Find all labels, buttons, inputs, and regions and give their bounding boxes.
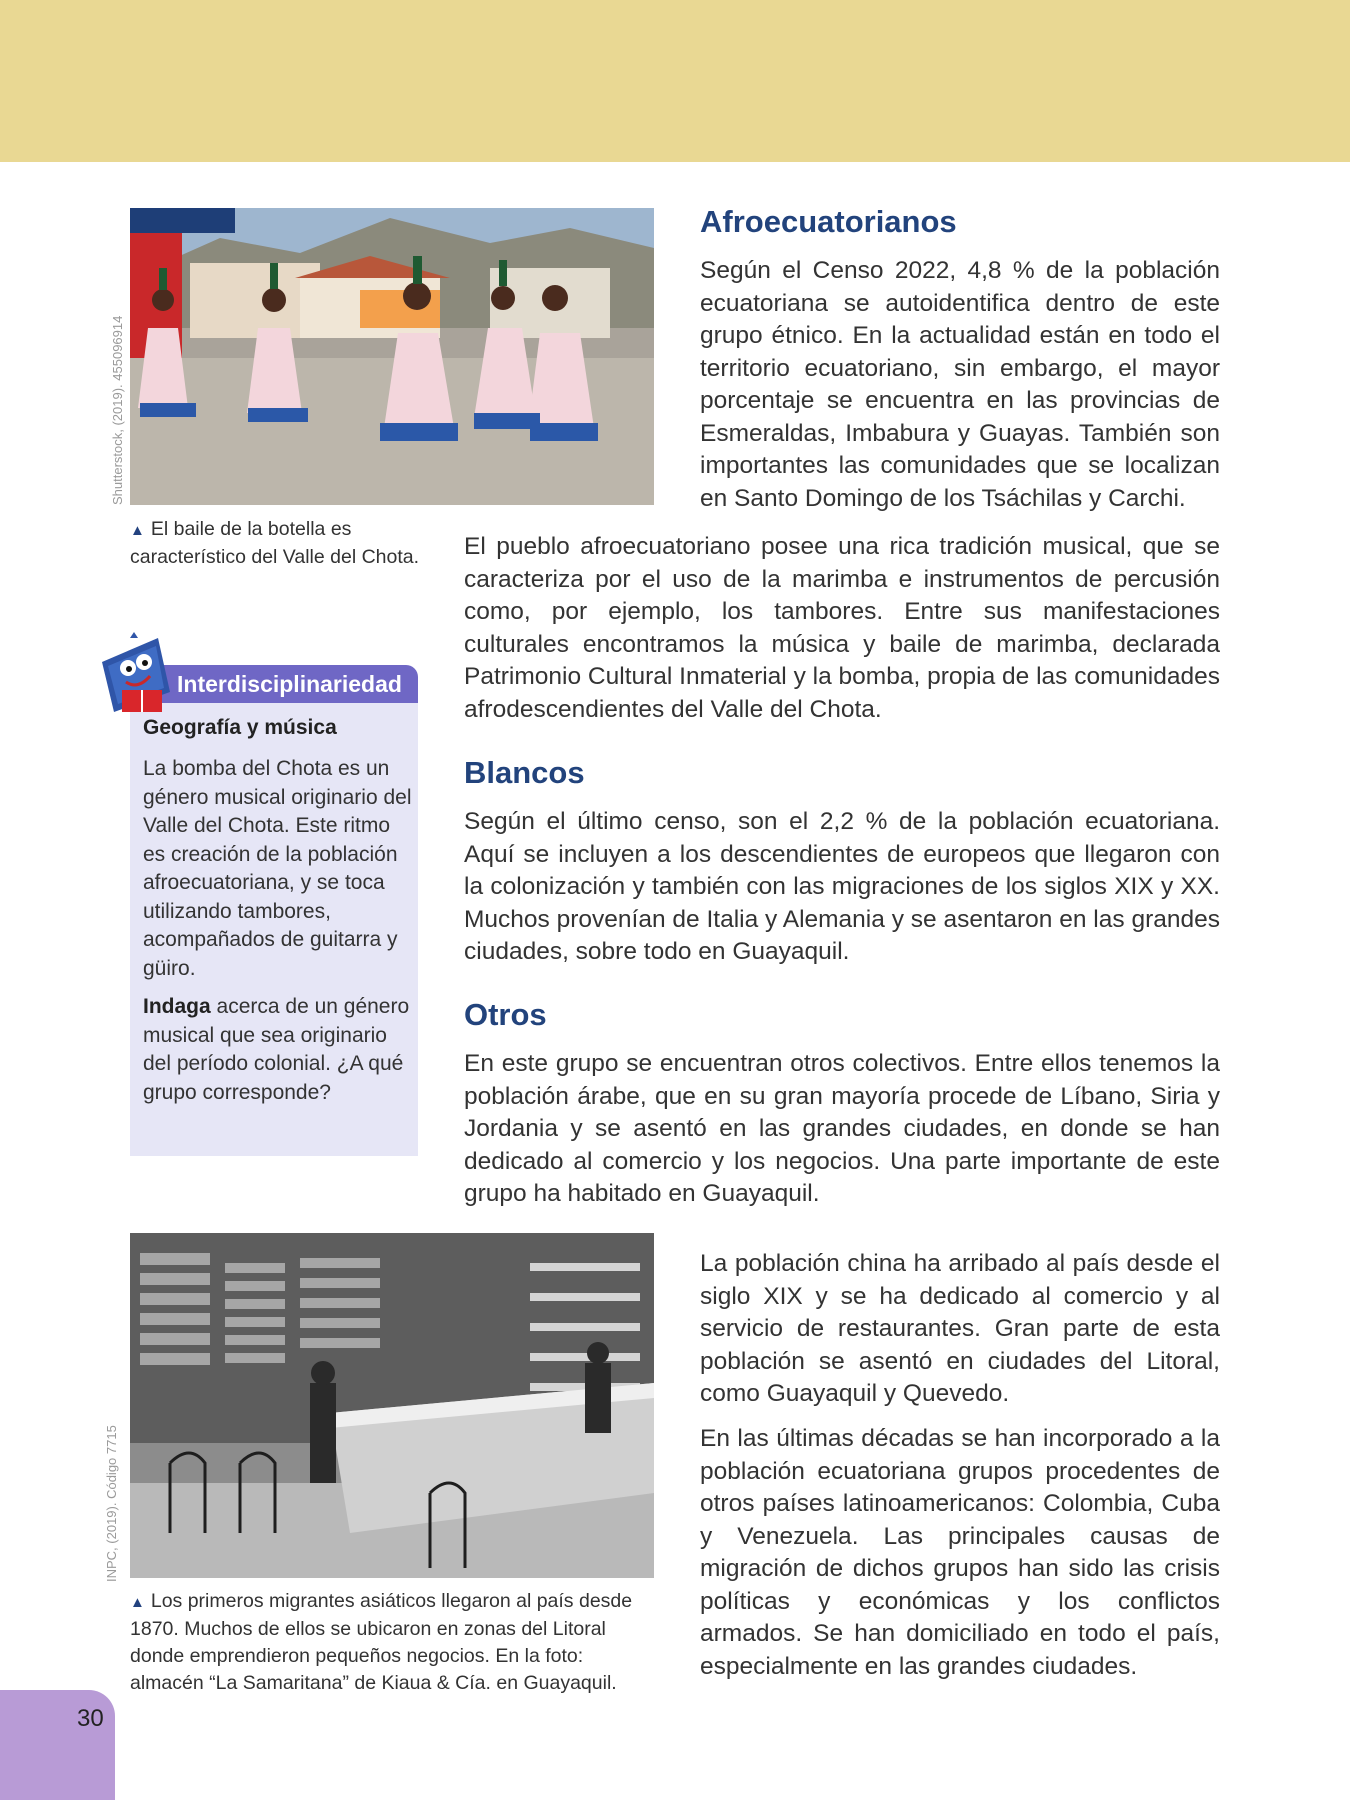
page-number: 30 bbox=[77, 1705, 104, 1732]
task-text: acerca de un género musical que sea originario del período colonial. ¿A qué grupo corresponde? bbox=[143, 995, 410, 1104]
interdisciplinary-subtitle: Geografía y música bbox=[143, 716, 337, 739]
paragraph-otros-2: La población china ha arribado al país desde el siglo XIX y se ha dedicado al comercio y al servicio de restaurantes. Gran parte de esta población se asentó en ciudades del Litoral, como Guayaquil y Quevedo. bbox=[700, 1250, 1220, 1407]
heading-otros: Otros bbox=[464, 997, 547, 1032]
paragraph-afro-1: Según el Censo 2022, 4,8 % de la población ecuatoriana se autoidentifica dentro de este grupo étnico. En la actualidad están en todo el territorio ecuatoriano, sin embargo, el mayor porcentaje se encuentra en las provincias de Esmeraldas, Imbabura y Guayas. También son importantes las comunidades que se localizan en Santo Domingo de los Tsáchilas y Carchi. bbox=[700, 257, 1220, 512]
top-color-band bbox=[0, 0, 1350, 162]
dance-photo bbox=[130, 208, 654, 505]
interdisciplinary-title: Interdisciplinariedad bbox=[177, 671, 402, 697]
photo-caption-bottom bbox=[130, 1588, 660, 1697]
triangle-bullet-icon: ▲ bbox=[130, 1594, 145, 1611]
book-mascot-icon bbox=[100, 632, 178, 721]
photo-credit-top: Shutterstock, (2019). 455096914 bbox=[110, 315, 125, 505]
heading-blancos: Blancos bbox=[464, 755, 585, 790]
task-verb: Indaga bbox=[143, 995, 211, 1018]
photo-credit-bottom: INPC, (2019). Código 7715 bbox=[104, 1425, 119, 1582]
triangle-bullet-icon: ▲ bbox=[130, 522, 145, 539]
paragraph-afro-2: El pueblo afroecuatoriano posee una rica tradición musical, que se caracteriza por el uso de la marimba e instrumentos de percusión como, por ejemplo, los tambores. Entre sus manifestaciones culturales encontramos la música y baile de marimba, declarada Patrimonio Cultural Inmaterial y la bomba, propia de las comunidades afrodescendientes del Valle del Chota. bbox=[464, 533, 1220, 723]
caption-text: El baile de la botella es característico del Valle del Chota. bbox=[130, 518, 420, 568]
interdisciplinary-paragraph: La bomba del Chota es un género musical originario del Valle del Chota. Este ritmo es creación de la población afroecuatoriana, y se toca utilizando tambores, acompañados de guitarra y güiro. bbox=[143, 757, 412, 980]
interdisciplinary-task bbox=[143, 993, 413, 1107]
paragraph-otros-3: En las últimas décadas se han incorporado a la población ecuatoriana grupos procedentes de otros países latinoamericanos: Colombia, Cuba y Venezuela. Las principales causas de migración de dichos grupos han sido las crisis políticas y económicas y los conflictos armados. Se han domiciliado en todo el país, especialmente en las grandes ciudades. bbox=[700, 1425, 1220, 1680]
paragraph-otros-1: En este grupo se encuentran otros colectivos. Entre ellos tenemos la población árabe, que en su gran mayoría procede de Líbano, Siria y Jordania y se asentó en las grandes ciudades, en donde se han dedicado al comercio y los negocios. Una parte importante de este grupo ha habitado en Guayaquil. bbox=[464, 1050, 1220, 1207]
heading-afroecuatorianos: Afroecuatorianos bbox=[700, 204, 957, 239]
store-photo bbox=[130, 1233, 654, 1578]
caption-text: Los primeros migrantes asiáticos llegaron al país desde 1870. Muchos de ellos se ubicaron en zonas del Litoral donde emprendieron pequeños negocios. En la foto: almacén “La Samaritana” de Kiaua & Cía. en Guayaquil. bbox=[130, 1590, 633, 1694]
paragraph-blancos: Según el último censo, son el 2,2 % de la población ecuatoriana. Aquí se incluyen a los descendientes de europeos que llegaron con la colonización y también con las migraciones de los siglos XIX y XX. Muchos provenían de Italia y Alemania y se asentaron en las grandes ciudades, sobre todo en Guayaquil. bbox=[464, 808, 1220, 965]
photo-caption-top bbox=[130, 516, 430, 571]
